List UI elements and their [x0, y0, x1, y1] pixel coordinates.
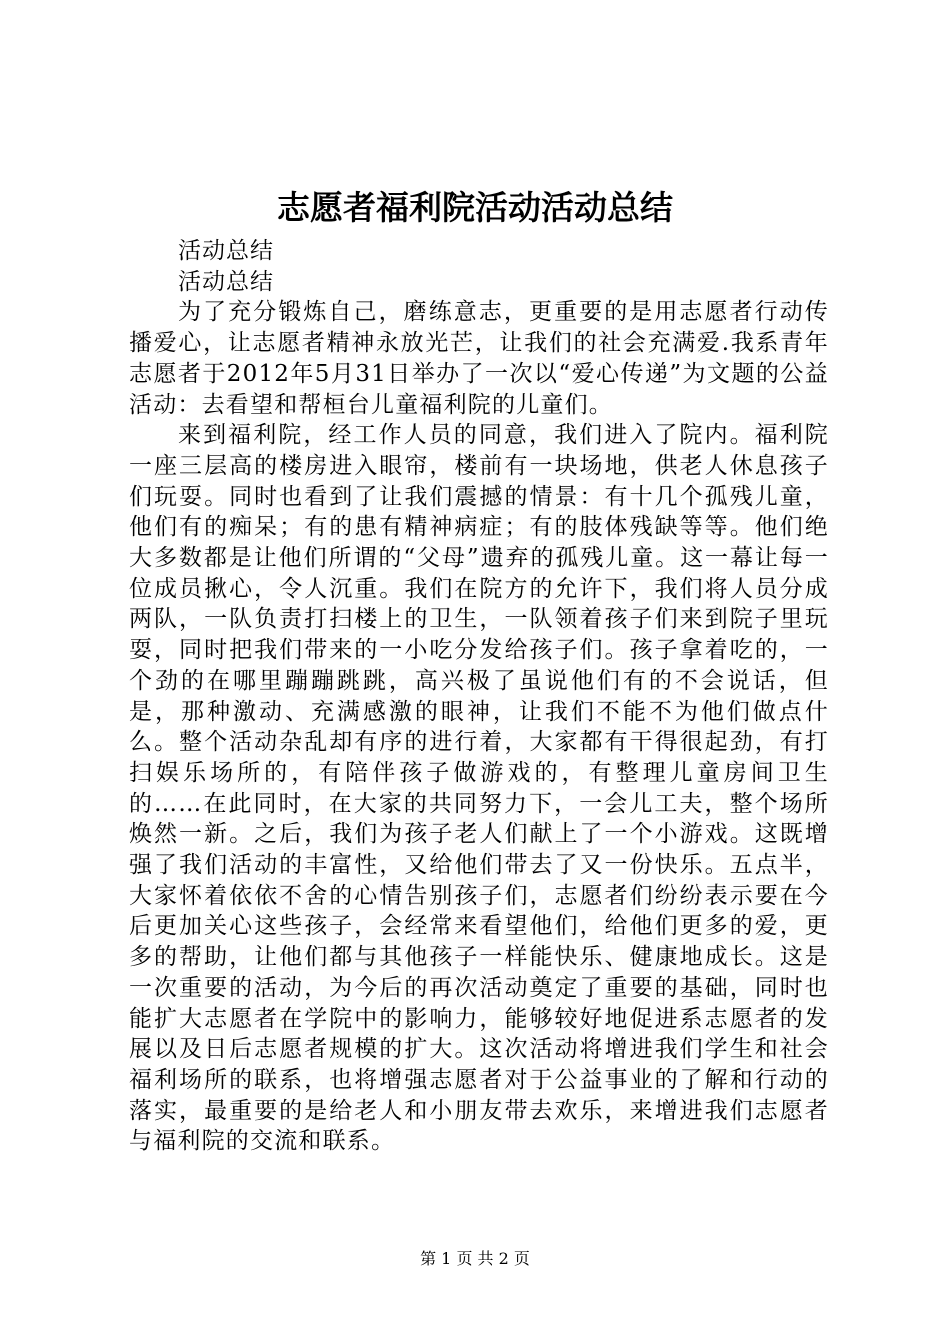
- body-paragraph: 来到福利院，经工作人员的同意，我们进入了院内。福利院一座三层高的楼房进入眼帘，楼前有一块场地，供老人休息孩子们玩耍。同时也看到了让我们震撼的情景：有十几个孤残儿童，他们有的痴呆；有的患有精神病症；有的肢体残缺等等。他们绝大多数都是让他们所谓的“父母”遗弃的孤残儿童。这一幕让每一位成员揪心，令人沉重。我们在院方的允许下，我们将人员分成两队，一队负责打扫楼上的卫生，一队领着孩子们来到院子里玩耍，同时把我们带来的一小吃分发给孩子们。孩子拿着吃的，一个劲的在哪里蹦蹦跳跳，高兴极了虽说他们有的不会说话，但是，那种激动、充满感激的眼神，让我们不能不为他们做点什么。整个活动杂乱却有序的进行着，大家都有干得很起劲，有打扫娱乐场所的，有陪伴孩子做游戏的，有整理儿童房间卫生的……在此同时，在大家的共同努力下，一会儿工夫，整个场所焕然一新。之后，我们为孩子老人们献上了一个小游戏。这既增强了我们活动的丰富性，又给他们带去了又一份快乐。五点半，大家怀着依依不舍的心情告别孩子们，志愿者们纷纷表示要在今后更加关心这些孩子，会经常来看望他们，给他们更多的爱，更多的帮助，让他们都与其他孩子一样能快乐、健康地成长。这是一次重要的活动，为今后的再次活动奠定了重要的基础，同时也能扩大志愿者在学院中的影响力，能够较好地促进系志愿者的发展以及日后志愿者规模的扩大。这次活动将增进我们学生和社会福利场所的联系，也将增强志愿者对于公益事业的了解和行动的落实，最重要的是给老人和小朋友带去欢乐，来增进我们志愿者与福利院的交流和联系。: [129, 422, 829, 1155]
- page-number-footer: 第 1 页 共 2 页: [420, 1249, 530, 1268]
- body-paragraph: 为了充分锻炼自己，磨练意志，更重要的是用志愿者行动传播爱心，让志愿者精神永放光芒，让我们的社会充满爱.我系青年志愿者于2012年5月31日举办了一次以“爱心传递”为文题的公益活动：去看望和帮桓台儿童福利院的儿童们。: [129, 299, 829, 418]
- section-heading: 活动总结: [178, 268, 274, 295]
- document-body: [129, 236, 829, 1157]
- document-title: 志愿者福利院活动活动总结: [277, 188, 673, 227]
- section-heading: 活动总结: [178, 238, 274, 264]
